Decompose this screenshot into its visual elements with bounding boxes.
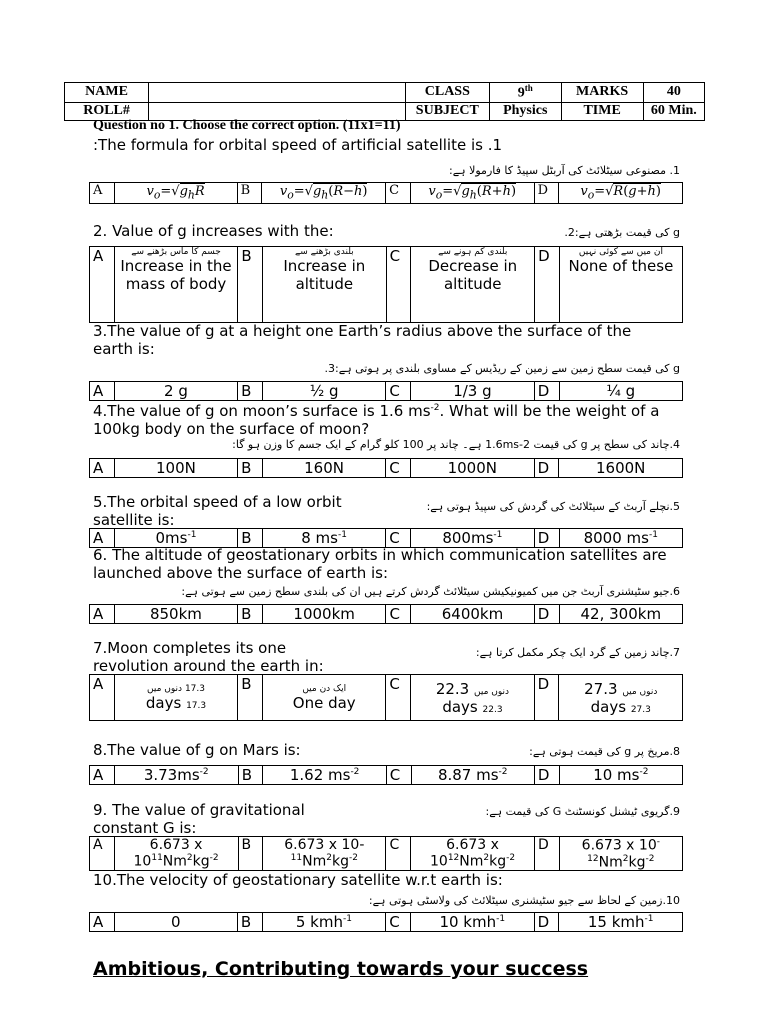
q4-letter-b: B: [238, 459, 263, 478]
q3-letter-b: B: [238, 382, 263, 401]
q1-option-c[interactable]: $v_o=√g_h(R+h)$: [410, 183, 534, 204]
q7-option-d[interactable]: دنوں میں 27.3 days 27.3: [559, 675, 683, 721]
q4-letter-d: D: [534, 459, 559, 478]
q5-options: [89, 528, 683, 548]
q10-letter-c: C: [386, 913, 411, 932]
q8-option-c[interactable]: 8.87 $ms^{-2}$: [411, 766, 534, 785]
q6-urdu: 6.جیو سٹیشنری آربٹ جن میں کمیونیکیشن سیٹلائٹ گردش کرتے ہیں ان کی بلندی سطح زمین سے ہوتی ہے:: [181, 585, 680, 598]
question-intro: Question no 1. Choose the correct option. (11x1=11): [93, 118, 401, 133]
q8-option-b[interactable]: 1.62 $ms^{-2}$: [263, 766, 386, 785]
q9-letter-b: B: [238, 837, 263, 871]
header-table: [64, 82, 705, 121]
q9-option-d[interactable]: 6.673 x 10- $^{12}Nm^2kg^{-2}$: [559, 837, 682, 871]
q10-option-b[interactable]: 5 kmh$^{-1}$: [262, 913, 386, 932]
q8-text: 8.The value of g on Mars is:: [93, 741, 301, 759]
q1-option-a[interactable]: $v_o=√g_hR$: [114, 183, 237, 204]
q8-letter-c: C: [386, 766, 411, 785]
q4-options: [89, 458, 683, 478]
q4-letter-c: C: [386, 459, 411, 478]
q10-option-c[interactable]: 10 kmh$^{-1}$: [411, 913, 535, 932]
q3-text: 3.The value of g at a height one Earth’s radius above the surface of the earth is:: [93, 322, 632, 358]
q9-option-c[interactable]: 6.673 x $10^{12}Nm^2kg^{-2}$: [411, 837, 535, 871]
q10-text: 10.The velocity of geostationary satellite w.r.t earth is:: [93, 871, 503, 889]
q4-option-a[interactable]: 100N: [114, 459, 237, 478]
q6-option-d[interactable]: 42, 300km: [559, 605, 682, 624]
name-label: NAME: [65, 83, 149, 103]
q10-urdu: 10.زمین کے لحاظ سے جیو سٹیشنری سیٹلائٹ کی ولاسٹی ہوتی ہے:: [368, 894, 680, 907]
q10-letter-a: A: [90, 913, 115, 932]
footer-slogan: Ambitious, Contributing towards your success: [93, 958, 589, 980]
class-value: 9th: [489, 83, 561, 103]
q4-text: 4.The value of g on moon’s surface is 1.6 $ms^{-2}$. What will be the weight of a 100kg body on the surface of moon?: [93, 402, 660, 438]
q6-option-a[interactable]: 850km: [114, 605, 237, 624]
marks-value: 40: [643, 83, 704, 103]
q8-option-a[interactable]: $3.73ms^{-2}$: [114, 766, 238, 785]
q9-letter-c: C: [386, 837, 411, 871]
q7-letter-d: D: [534, 675, 559, 721]
q1-letter-b: B: [237, 183, 262, 204]
q2-option-b[interactable]: بلندی بڑھنے سے Increase in altitude: [263, 247, 387, 323]
q7-options: [89, 674, 683, 721]
q9-text: 9. The value of gravitational constant G is:: [93, 801, 305, 837]
q9-urdu: 9.گریوی ٹیشنل کونسٹنٹ G کی قیمت ہے:: [485, 805, 680, 818]
q2-urdu: g کی قیمت بڑھتی ہے:2.: [564, 226, 680, 239]
q7-option-c[interactable]: دنوں میں 22.3 days 22.3: [411, 675, 534, 721]
q3-letter-d: D: [534, 382, 559, 401]
q4-urdu: 4.چاند کی سطح پر g کی قیمت 1.6ms-2 ہے۔ چاند پر 100 کلو گرام کے ایک جسم کا وزن ہو گا:: [232, 438, 680, 451]
q10-letter-b: B: [237, 913, 262, 932]
q7-urdu: 7.چاند زمین کے گرد ایک چکر مکمل کرتا ہے:: [475, 646, 680, 659]
q6-options: [89, 604, 683, 624]
subject-label: SUBJECT: [405, 102, 489, 120]
q2-letter-c: C: [386, 247, 411, 323]
subject-value: Physics: [489, 102, 561, 120]
q6-letter-b: B: [238, 605, 263, 624]
q1-text: :The formula for orbital speed of artificial satellite is .1: [93, 136, 503, 154]
q1-letter-a: A: [90, 183, 115, 204]
q5-letter-d: D: [534, 529, 559, 548]
q5-letter-b: B: [238, 529, 263, 548]
q1-options: [89, 182, 683, 204]
q9-option-b[interactable]: 6.673 x 10- $^{11}Nm^2kg^{-2}$: [263, 837, 386, 871]
name-field[interactable]: [149, 83, 406, 103]
roll-label: ROLL#: [65, 102, 149, 120]
q2-option-a[interactable]: جسم کا ماس بڑھنے سے Increase in the mass of body: [114, 247, 238, 323]
q6-letter-d: D: [534, 605, 559, 624]
q5-urdu: 5.نچلے آربٹ کے سیٹلائٹ کی گردش کی سپیڈ ہوتی ہے:: [426, 500, 680, 513]
q7-option-a[interactable]: 17.3 دنوں میں days 17.3: [114, 675, 237, 721]
q7-option-b[interactable]: ایک دن میں One day: [263, 675, 386, 721]
q10-letter-d: D: [534, 913, 559, 932]
q6-option-b[interactable]: 1000km: [262, 605, 386, 624]
q5-option-b[interactable]: 8 $ms^{-1}$: [262, 529, 385, 548]
q2-text: 2. Value of g increases with the:: [93, 222, 334, 240]
q5-text: 5.The orbital speed of a low orbit satellite is:: [93, 493, 342, 529]
q8-urdu: 8.مریخ پر g کی قیمت ہوتی ہے:: [529, 745, 680, 758]
q2-option-c[interactable]: بلندی کم ہونے سے Decrease in altitude: [411, 247, 535, 323]
q8-options: [89, 765, 683, 785]
q2-options: [89, 246, 683, 323]
q9-letter-a: A: [90, 837, 115, 871]
q1-letter-d: D: [534, 183, 559, 204]
q8-letter-b: B: [238, 766, 263, 785]
time-value: 60 Min.: [643, 102, 704, 120]
q2-letter-a: A: [90, 247, 115, 323]
q8-letter-a: A: [90, 766, 115, 785]
q7-letter-c: C: [386, 675, 411, 721]
q3-letter-a: A: [90, 382, 115, 401]
q4-letter-a: A: [90, 459, 115, 478]
q7-letter-b: B: [238, 675, 263, 721]
q8-option-d[interactable]: 10 $ms^{-2}$: [559, 766, 682, 785]
q5-option-c[interactable]: $800ms^{-1}$: [410, 529, 534, 548]
q5-option-a[interactable]: $0ms^{-1}$: [114, 529, 237, 548]
q9-options: [89, 836, 683, 871]
q4-option-d[interactable]: 1600N: [559, 459, 683, 478]
q3-option-a[interactable]: 2 g: [114, 382, 237, 401]
q10-option-a[interactable]: 0: [114, 913, 237, 932]
q3-letter-c: C: [386, 382, 411, 401]
marks-label: MARKS: [561, 83, 643, 103]
q3-option-c[interactable]: 1/3 g: [411, 382, 535, 401]
q3-urdu: g کی قیمت سطح زمین سے زمین کے ریڈیس کے مساوی بلندی پر ہوتی ہے:3.: [324, 362, 680, 375]
q5-letter-a: A: [90, 529, 115, 548]
q4-option-b[interactable]: 160N: [262, 459, 385, 478]
q1-option-d[interactable]: $v_o=√R(g+h)$: [559, 183, 683, 204]
q4-option-c[interactable]: 1000N: [411, 459, 535, 478]
q6-letter-c: C: [386, 605, 411, 624]
q2-letter-d: D: [535, 247, 560, 323]
q8-letter-d: D: [534, 766, 559, 785]
q1-option-b[interactable]: $v_o=√g_h(R-h)$: [262, 183, 386, 204]
q10-options: [89, 912, 683, 932]
q1-letter-c: C: [386, 183, 411, 204]
q2-option-d[interactable]: ان میں سے کوئی نہیں None of these: [559, 247, 682, 323]
q9-option-a[interactable]: 6.673 x $10^{11}Nm^2kg^{-2}$: [114, 837, 238, 871]
q6-text: 6. The altitude of geostationary orbits in which communication satellites are launched above the surface of earth is:: [93, 546, 667, 582]
q6-letter-a: A: [90, 605, 115, 624]
q5-letter-c: C: [386, 529, 411, 548]
q7-text: 7.Moon completes its one revolution around the earth in:: [93, 639, 324, 675]
q9-letter-d: D: [534, 837, 559, 871]
q1-urdu: 1. مصنوعی سیٹلائٹ کی آربٹل سپیڈ کا فارمولا ہے:: [449, 164, 680, 177]
q2-letter-b: B: [238, 247, 263, 323]
q5-option-d[interactable]: 8000 $ms^{-1}$: [559, 529, 682, 548]
q3-option-d[interactable]: ¼ g: [559, 382, 682, 401]
q3-option-b[interactable]: ½ g: [262, 382, 385, 401]
q7-letter-a: A: [90, 675, 115, 721]
q10-option-d[interactable]: 15 kmh$^{-1}$: [559, 913, 683, 932]
time-label: TIME: [561, 102, 643, 120]
q6-option-c[interactable]: 6400km: [411, 605, 535, 624]
q3-options: [89, 381, 683, 401]
class-label: CLASS: [405, 83, 489, 103]
